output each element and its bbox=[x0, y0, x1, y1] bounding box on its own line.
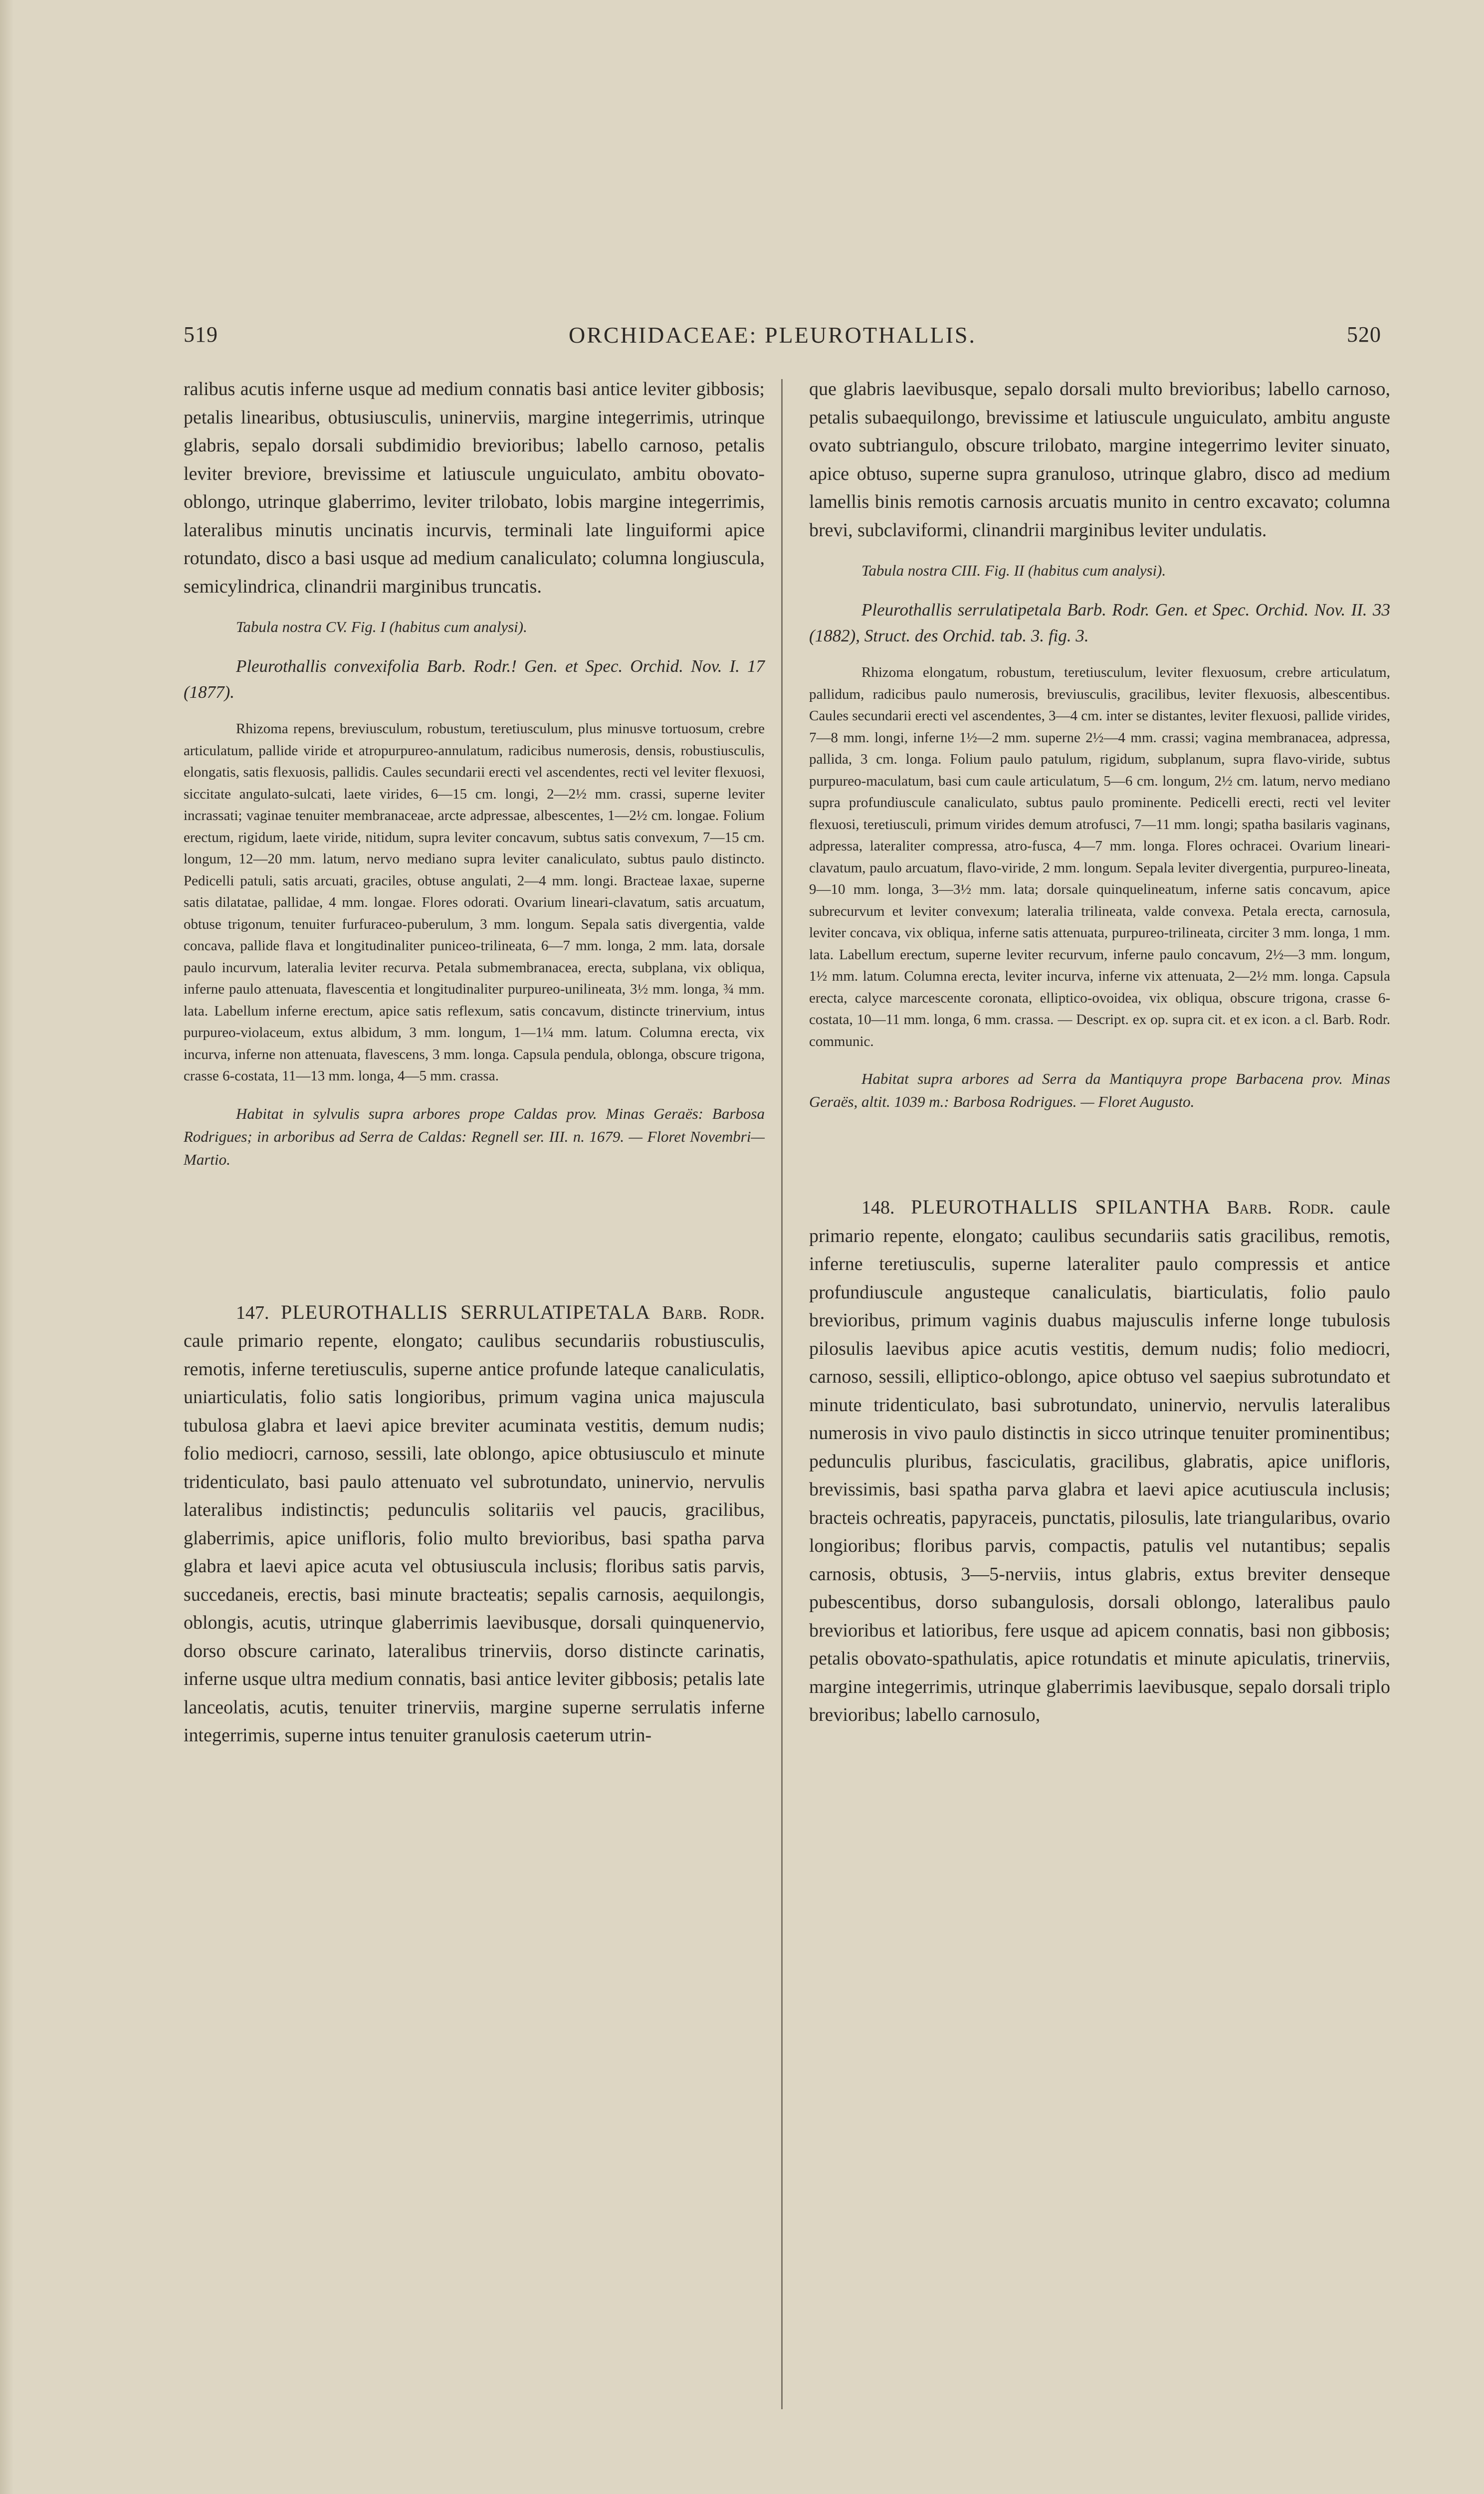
left-plate-reference: Tabula nostra CV. Fig. I (habitus cum analysi). bbox=[236, 618, 527, 635]
running-head bbox=[0, 322, 1484, 352]
right-habitat: Habitat supra arbores ad Serra da Mantiquyra prope Barbacena prov. Minas Geraës, altit. 1039 m.: Barbosa Rodrigues. — Floret Augusto. bbox=[809, 1070, 1390, 1110]
section-gap bbox=[184, 1171, 765, 1298]
left-habitat: Habitat in sylvulis supra arbores prope Caldas prov. Minas Geraës: Barbosa Rodrigues; in arboribus ad Serra de Caldas: Regnell ser. III. n. 1679. — Floret Novembri—Martio. bbox=[184, 1104, 765, 1168]
species-147-entry bbox=[184, 1298, 765, 1750]
species-148-name: PLEUROTHALLIS SPILANTHA bbox=[911, 1196, 1211, 1218]
left-species-reference: Pleurothallis convexifolia Barb. Rodr.! Gen. et Spec. Orchid. Nov. I. 17 (1877). bbox=[184, 656, 765, 702]
species-148-entry bbox=[809, 1193, 1390, 1729]
column-divider bbox=[781, 379, 783, 2409]
left-intro-text: ralibus acutis inferne usque ad medium connatis basi antice leviter gibbosis; petalis linearibus, obtusiusculis, uninerviis, margine integerrimis, utrinque glabris, sepalo dorsali subdimidio brevioribus; labello carnoso, petalis leviter breviore, brevissime et latiuscule unguiculato, ambitu obovato-oblongo, utrinque glaberrimo, leviter trilobato, lobis margine integerrimis, lateralibus minutis uncinatis incurvis, terminali late linguiformi apice rotundato, disco a basi usque ad medium canaliculato; columna longiuscula, semicylindrica, clinandrii marginibus truncatis. bbox=[184, 379, 765, 597]
species-147-text: caule primario repente, elongato; caulibus secundariis robustiusculis, remotis, inferne teretiusculis, superne antice profunde lateque canaliculatis, uniarticulatis, folio satis longioribus, primum vagina unica majuscula tubulosa glabra et laevi apice breviter acuminata vestitis, demum nudis; folio mediocri, carnoso, sessili, late oblongo, apice obtusiusculo et minute tridenticulato, basi paulo attenuato vel subrotundato, uninervio, nervulis lateralibus indistinctis; pedunculis solitariis vel paucis, gracilibus, glaberrimis, apice unifloris, folio multo brevioribus, basi spatha parva glabra et laevi apice acuta vel obtusiuscula inclusis; floribus satis parvis, succedaneis, erectis, basi minute bracteatis; sepalis carnosis, aequilongis, oblongis, acutis, utrinque glaberrimis laevibusque, dorsali quinquenervio, dorso obscure carinato, lateralibus trinerviis, dorso distincte carinatis, inferne usque ultra medium connatis, basi antice leviter gibbosis; petalis late lanceolatis, acutis, tenuiter trinerviis, margine superne serrulatis inferne integerrimis, superne intus tenuiter granulosis caeterum utrin- bbox=[184, 1330, 765, 1746]
running-title: ORCHIDACEAE: PLEUROTHALLIS. bbox=[569, 322, 976, 348]
species-148-author: Barb. Rodr. bbox=[1227, 1197, 1334, 1218]
species-148-text: caule primario repente, elongato; caulibus secundariis satis gracilibus, remotis, inferne teretiusculis, superne lateraliter paulo compressis et antice profundiuscule angusteque canaliculatis, biarticulatis, folio paulo brevioribus, primum vaginis duabus majusculis inferne longe tubulosis pilosulis laevibus apice acutis vestitis, demum nudis; folio mediocri, carnoso, sessili, elliptico-oblongo, apice obtuso vel saepius subrotundato et minute tridenticulato, basi subrotundato, uninervio, nervulis lateralibus numerosis in vivo paulo distinctis in sicco utrinque tenuiter prominentibus; pedunculis pluribus, fasciculatis, gracilibus, glabratis, apice unifloris, brevissimis, basi spatha parva glabra et laevi apice acutiuscula inclusis; bracteis ochreatis, papyraceis, punctatis, pilosulis, late triangularibus, ovario longioribus; floribus parvis, compactis, patulis vel nutantibus; sepalis carnosis, obtusis, 3—5-nerviis, intus glabris, extus breviter denseque pubescentibus, dorso subangulosis, dorsali oblongo, lateralibus paulo brevioribus et latioribus, fere usque ad apicem connatis, basi non gibbosis; petalis obovato-spathulatis, apice rotundatis et minute apiculatis, trinerviis, margine integerrimis, utrinque glaberrimis laevibusque, sepalo dorsali triplo brevioribus; labello carnosulo, bbox=[809, 1197, 1391, 1725]
right-intro-text: que glabris laevibusque, sepalo dorsali multo brevioribus; labello carnoso, petalis subaequilongo, brevissime et latiuscule unguiculato, ambitu anguste ovato subtriangulo, obscure trilobato, margine integerrimo leviter sinuato, apice obtuso, superne supra granuloso, utrinque glabro, disco ad medium lamellis binis remotis carnosis arcuatis munito in centro excavato; columna brevi, subclaviformi, clinandrii marginibus leviter undulatis. bbox=[809, 379, 1390, 541]
right-column bbox=[809, 375, 1390, 1729]
section-gap bbox=[809, 1113, 1390, 1193]
page-number-left: 519 bbox=[184, 322, 218, 347]
species-148-number: 148. bbox=[861, 1197, 895, 1218]
right-species-reference: Pleurothallis serrulatipetala Barb. Rodr. Gen. et Spec. Orchid. Nov. II. 33 (1882), Struct. des Orchid. tab. 3. fig. 3. bbox=[809, 600, 1390, 645]
left-description: Rhizoma repens, breviusculum, robustum, teretiusculum, plus minusve tortuosum, crebre articulatum, pallide viride et atropurpureo-annulatum, radicibus numerosis, densis, robustiusculis, elongatis, satis flexuosis, pallidis. Caules secundarii erecti vel ascendentes, recti vel leviter flexuosi, siccitate angulato-sulcati, laete virides, 6—15 cm. longi, 2—2½ mm. crassi, superne leviter incrassati; vaginae tenuiter membranaceae, arcte adpressae, albescentes, 1—2½ cm. longae. Folium erectum, rigidum, laete viride, nitidum, supra leviter concavum, subtus satis convexum, 7—15 cm. longum, 12—20 mm. latum, nervo mediano supra leviter canaliculato, subtus paulo distincto. Pedicelli patuli, satis arcuati, graciles, obtuse angulati, 2—4 mm. longi. Bracteae laxae, superne satis dilatatae, pallidae, 4 mm. longae. Flores odorati. Ovarium lineari-clavatum, satis arcuatum, obtuse trigonum, tenuiter furfuraceo-puberulum, 3 mm. longum. Sepala satis divergentia, valde concava, pallide flava et longitudinaliter puniceo-trilineata, 6—7 mm. longa, 2 mm. lata, dorsale paulo incurvum, lateralia leviter recurva. Petala submembranacea, erecta, subplana, vix obliqua, inferne paulo attenuata, flavescentia et longitudinaliter purpureo-unilineata, 3½ mm. longa, ¾ mm. lata. Labellum inferne erectum, apice satis reflexum, satis concavum, distincte trinervium, intus purpureo-violaceum, extus albidum, 3 mm. longum, 1—1¼ mm. latum. Columna erecta, vix incurva, inferne non attenuata, flavescens, 3 mm. longa. Capsula pendula, oblonga, obscure trigona, crasse 6-costata, 11—13 mm. longa, 4—5 mm. crassa. bbox=[184, 721, 765, 1084]
species-147-author: Barb. Rodr. bbox=[662, 1302, 765, 1323]
right-plate-reference: Tabula nostra CIII. Fig. II (habitus cum analysi). bbox=[861, 562, 1166, 579]
right-description: Rhizoma elongatum, robustum, teretiusculum, leviter flexuosum, crebre articulatum, pallidum, radicibus paulo numerosis, breviusculis, gracilibus, leviter flexuosis, albescentibus. Caules secundarii erecti vel ascendentes, 3—4 cm. inter se distantes, leviter flexuosi, pallide virides, 7—8 mm. longi, inferne 1½—2 mm. superne 2½—4 mm. crassi; vagina membranacea, adpressa, pallida, 3 cm. longa. Folium paulo patulum, rigidum, subplanum, supra flavo-viride, subtus purpureo-maculatum, basi cum caule articulatum, 5—6 cm. longum, 2½ cm. latum, nervo mediano supra profundiuscule canaliculato, subtus paulo prominente. Pedicelli erecti, recti vel leviter flexuosi, teretiusculi, primum virides demum atrofusci, 7—11 mm. longi; spatha basilaris vaginans, adpressa, lateraliter compressa, atro-fusca, 4—7 mm. longa. Flores ochracei. Ovarium lineari-clavatum, paulo arcuatum, flavo-viride, 2 mm. longum. Sepala leviter divergentia, purpureo-lineata, 9—10 mm. longa, 3—3½ mm. lata; dorsale quinquelineatum, inferne satis concavum, apice subrecurvum et leviter convexum; lateralia trilineata, valde convexa. Petala erecta, carnosula, leviter concava, vix obliqua, inferne satis attenuata, purpureo-trilineata, circiter 3 mm. longa, 1 mm. lata. Labellum erectum, superne leviter recurvum, inferne paulo concavum, 2½—3 mm. longum, 1½ mm. latum. Columna erecta, leviter incurva, inferne vix attenuata, 2—2½ mm. longa. Capsula erecta, calyce marcescente coronata, elliptico-ovoidea, vix obliqua, obscure trigona, crasse 6-costata, 10—11 mm. longa, 6 mm. crassa. — Descript. ex op. supra cit. et ex icon. a cl. Barb. Rodr. communic. bbox=[809, 664, 1390, 1049]
page-edge-shadow bbox=[0, 0, 14, 2494]
left-column bbox=[184, 375, 765, 1750]
species-147-number: 147. bbox=[236, 1302, 269, 1323]
species-147-name: PLEUROTHALLIS SERRULATIPETALA bbox=[280, 1300, 650, 1323]
page-number-right: 520 bbox=[1347, 322, 1381, 347]
